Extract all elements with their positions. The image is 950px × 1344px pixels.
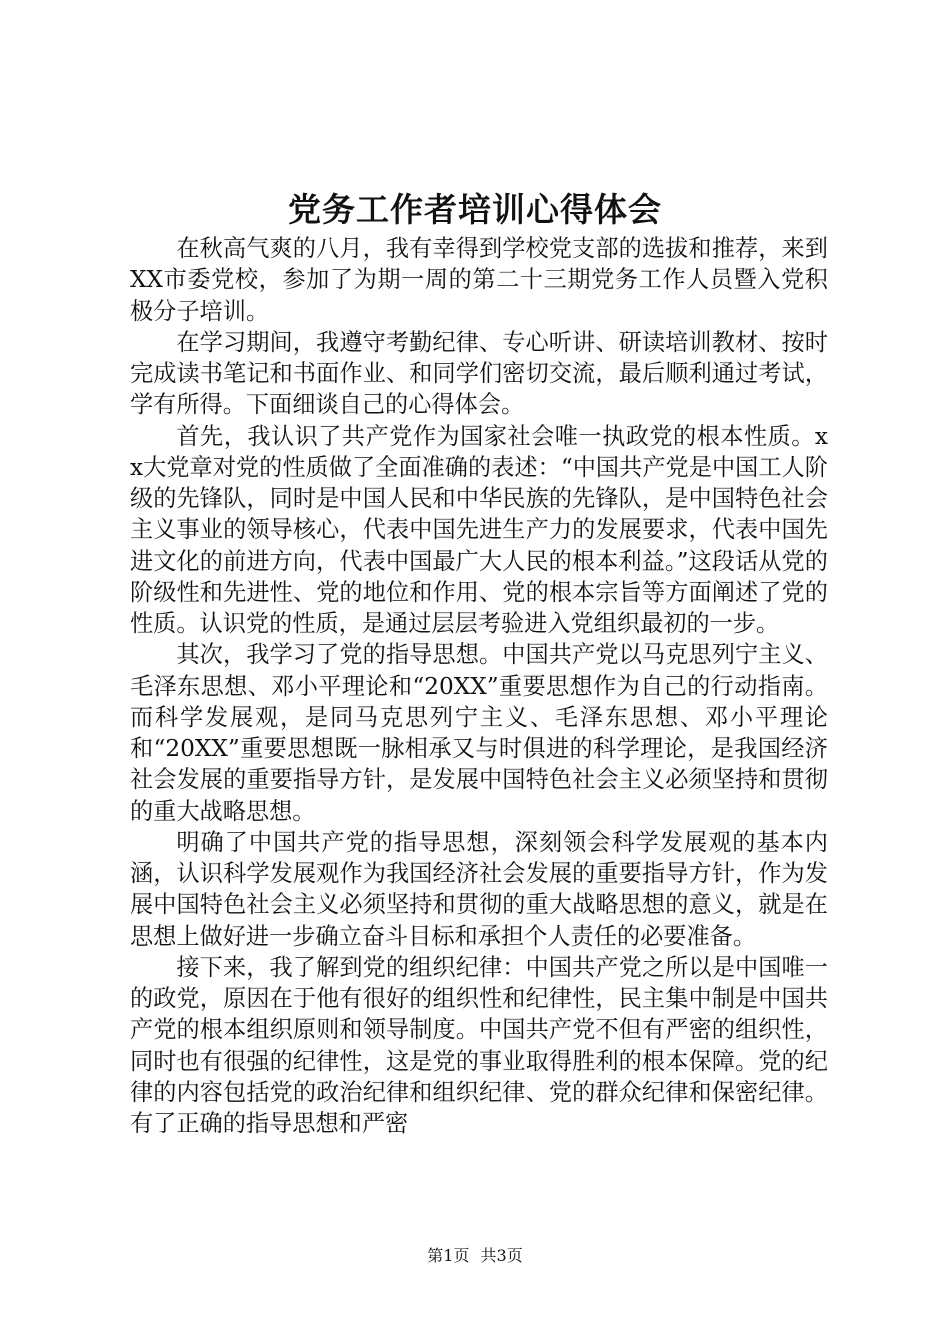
page-total: 共3页 xyxy=(480,1246,523,1265)
paragraph: 首先，我认识了共产党作为国家社会唯一执政党的根本性质。xx大党章对党的性质做了全面准确的表述：“中国共产党是中国工人阶级的先锋队，同时是中国人民和中华民族的先锋队，是中国特色社会主义事业的领导核心，代表中国先进生产力的发展要求，代表中国先进文化的前进方向，代表中国最广大人民的根本利益。”这段话从党的阶级性和先进性、党的地位和作用、党的根本宗旨等方面阐述了党的性质。认识党的性质，是通过层层考验进入党组织最初的一步。 xyxy=(130,422,828,637)
page-footer xyxy=(0,1245,950,1267)
document-title: 党务工作者培训心得体会 xyxy=(288,190,662,229)
page-number: 第1页 xyxy=(427,1246,470,1265)
paragraph: 明确了中国共产党的指导思想，深刻领会科学发展观的基本内涵，认识科学发展观作为我国经济社会发展的重要指导方针，作为发展中国特色社会主义必须坚持和贯彻的重大战略思想的意义，就是在思想上做好进一步确立奋斗目标和承担个人责任的必要准备。 xyxy=(130,828,828,950)
paragraph: 接下来，我了解到党的组织纪律：中国共产党之所以是中国唯一的政党，原因在于他有很好的组织性和纪律性，民主集中制是中国共产党的根本组织原则和领导制度。中国共产党不但有严密的组织性，同时也有很强的纪律性，这是党的事业取得胜利的根本保障。党的纪律的内容包括党的政治纪律和组织纪律、党的群众纪律和保密纪律。有了正确的指导思想和严密 xyxy=(130,953,828,1137)
paragraph: 在学习期间，我遵守考勤纪律、专心听讲、研读培训教材、按时完成读书笔记和书面作业、和同学们密切交流，最后顺利通过考试，学有所得。下面细谈自己的心得体会。 xyxy=(130,328,828,419)
document-body xyxy=(130,233,828,1139)
paragraph: 在秋高气爽的八月，我有幸得到学校党支部的选拔和推荐，来到XX市委党校，参加了为期一周的第二十三期党务工作人员暨入党积极分子培训。 xyxy=(130,235,828,325)
paragraph: 其次，我学习了党的指导思想。中国共产党以马克思列宁主义、毛泽东思想、邓小平理论和“20XX”重要思想作为自己的行动指南。而科学发展观，是同马克思列宁主义、毛泽东思想、邓小平理论和“20XX”重要思想既一脉相承又与时俱进的科学理论，是我国经济社会发展的重要指导方针，是发展中国特色社会主义必须坚持和贯彻的重大战略思想。 xyxy=(130,641,828,825)
